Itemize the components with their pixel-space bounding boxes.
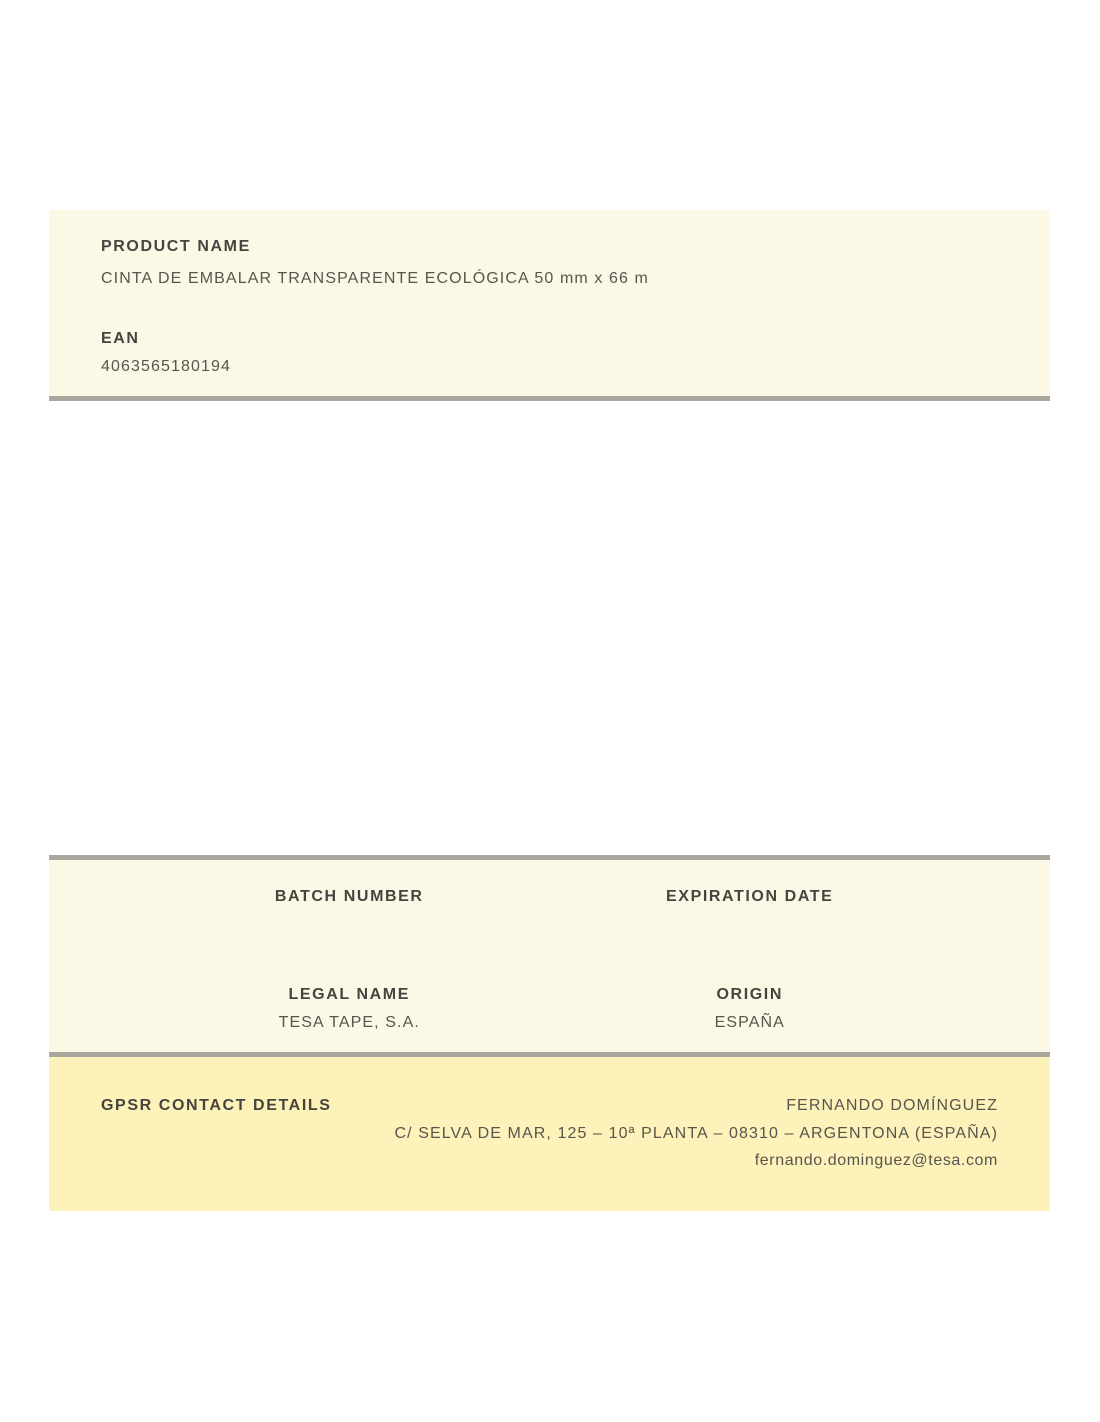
batch-number-column bbox=[149, 887, 550, 915]
ean-field bbox=[101, 329, 998, 376]
origin-value: ESPAÑA bbox=[714, 1014, 785, 1031]
product-name-value: CINTA DE EMBALAR TRANSPARENTE ECOLÓGICA 50 mm x 66 m bbox=[101, 270, 649, 287]
legal-name-value: TESA TAPE, S.A. bbox=[278, 1014, 420, 1031]
ean-value: 4063565180194 bbox=[101, 358, 231, 375]
gpsr-contact-block bbox=[394, 1096, 998, 1170]
expiration-date-column bbox=[550, 887, 951, 915]
legal-origin-row bbox=[149, 985, 950, 1032]
product-name-field bbox=[101, 237, 998, 288]
gpsr-contact-details-label: GPSR CONTACT DETAILS bbox=[101, 1097, 332, 1114]
contact-email: fernando.dominguez@tesa.com bbox=[754, 1152, 998, 1169]
legal-name-label: LEGAL NAME bbox=[288, 986, 410, 1003]
gpsr-section bbox=[49, 1057, 1050, 1211]
expiration-date-label: EXPIRATION DATE bbox=[666, 888, 834, 905]
contact-name: FERNANDO DOMÍNGUEZ bbox=[786, 1097, 998, 1114]
ean-label: EAN bbox=[101, 330, 140, 347]
product-name-label: PRODUCT NAME bbox=[101, 238, 251, 255]
product-section bbox=[49, 210, 1050, 401]
batch-number-label: BATCH NUMBER bbox=[274, 888, 424, 905]
batch-section bbox=[49, 855, 1050, 1057]
legal-name-column bbox=[149, 985, 550, 1032]
batch-expiration-row bbox=[149, 887, 950, 915]
origin-label: ORIGIN bbox=[716, 986, 783, 1003]
contact-address: C/ SELVA DE MAR, 125 – 10ª PLANTA – 08310 – ARGENTONA (ESPAÑA) bbox=[394, 1125, 998, 1142]
origin-column bbox=[550, 985, 951, 1032]
